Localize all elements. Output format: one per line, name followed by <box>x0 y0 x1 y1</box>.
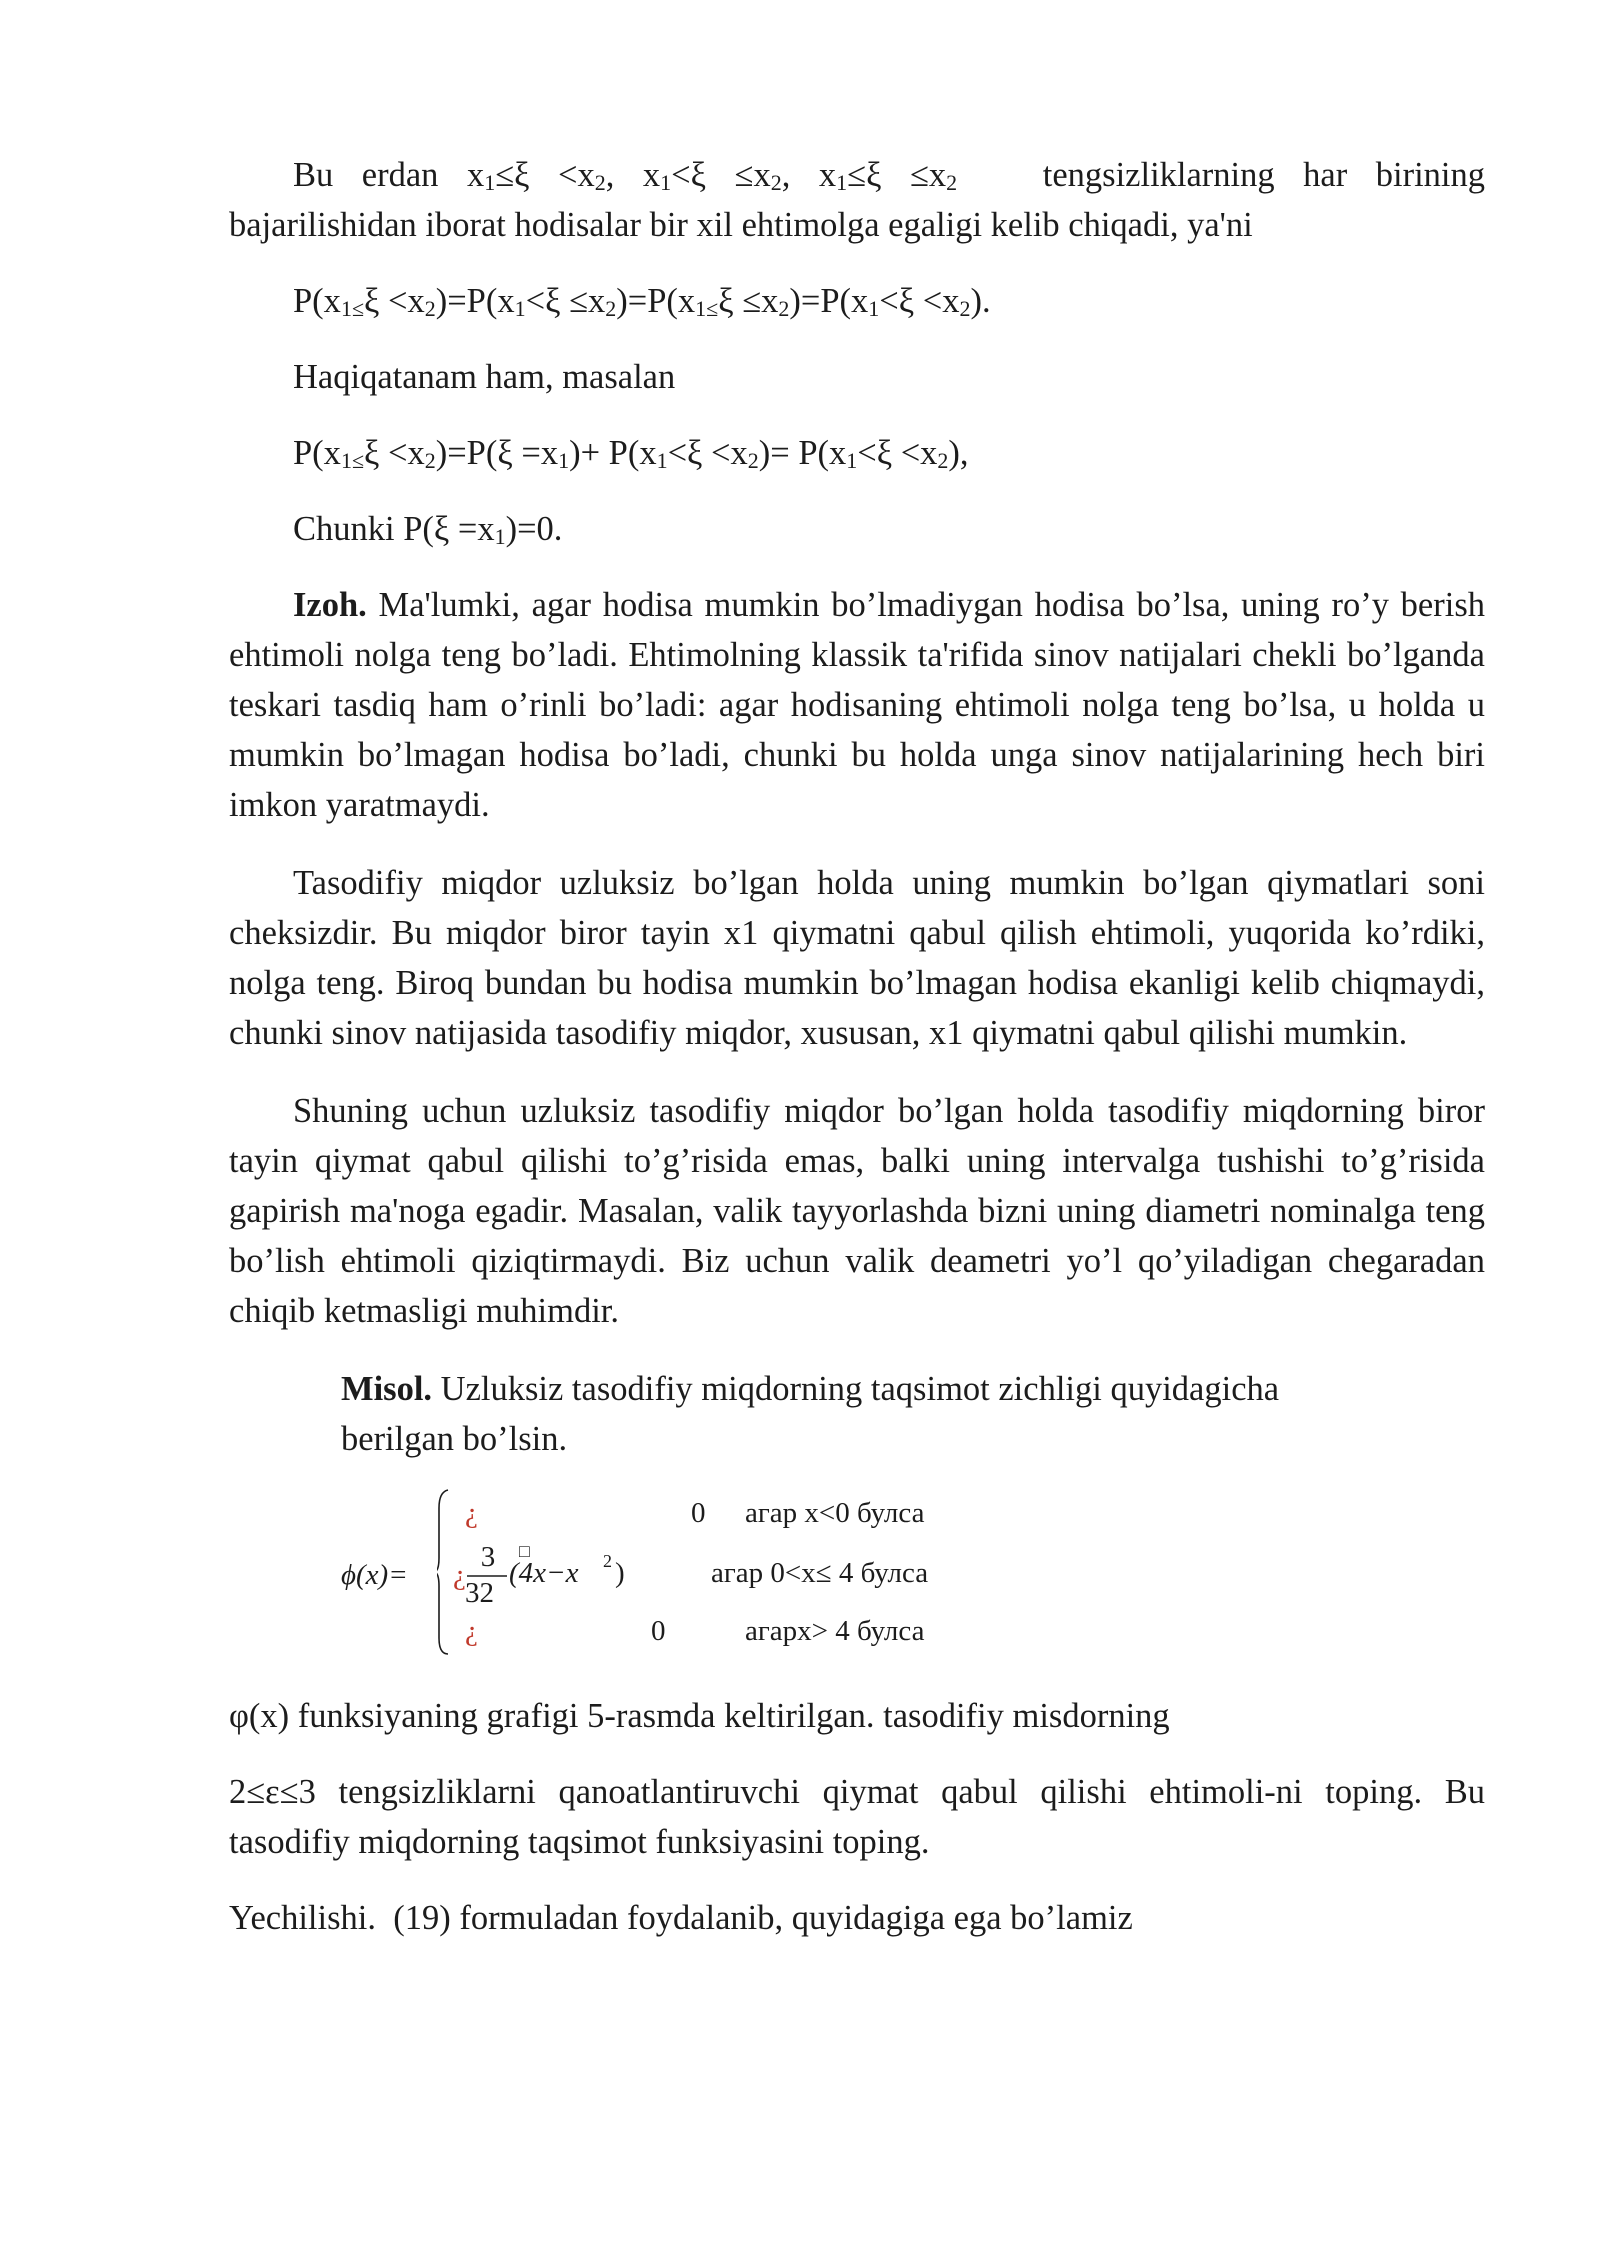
paragraph-haqiqatanam: Haqiqatanam ham, masalan <box>293 358 676 396</box>
piecewise-formula <box>341 1488 1485 1663</box>
left-brace-icon <box>437 1488 449 1656</box>
misol-label: Misol. <box>341 1370 433 1408</box>
fraction-numerator: 3 <box>480 1541 496 1573</box>
placeholder-mark-3: ¿ <box>465 1615 478 1647</box>
equation-2: $P(x_{1\le}\xi <x_2)=P(\xi =x_1)+ P(x_1<\xi <x_2)= P(x_1<\xi <x_2)$, <box>293 434 969 473</box>
equation-3: Chunki $P(\xi =x_1)=0$. <box>293 510 563 549</box>
case3-condition: агарx> 4 булса <box>745 1615 925 1647</box>
case1-value: 0 <box>691 1497 706 1529</box>
paragraph-misol: Misol. Uzluksiz tasodifiy miqdorning taqsimot zichligi quyidagicha berilgan bo’lsin. <box>341 1370 1280 1458</box>
document-page <box>229 150 1485 1943</box>
paragraph-intro-line2: bajarilishidan iborat hodisalar bir xil ehtimolga egaligi kelib chiqadi, ya'ni <box>229 206 1253 244</box>
paragraph-grafik: φ(x) funksiyaning grafigi 5-rasmda keltirilgan. tasodifiy misdorning <box>229 1697 1170 1735</box>
paren-close: ) <box>615 1557 625 1589</box>
equation-1: $P(x_{1\le}\xi <x_2)=P(x_1<\xi \le x_2)=P(x_{1\le}\xi \le x_2)=P(x_1<\xi <x_2)$. <box>293 282 991 321</box>
paragraph-shuning-uchun: Shuning uchun uzluksiz tasodifiy miqdor bo’lgan holda tasodifiy miqdorning biror tayin qiymat qabul qilishi to’g’risida emas, balki uning intervalga tushishi to’g’risida gapirish ma'noga egadir. Masalan, valik tayyorlashda bizni uning diametri nominalga teng bo’lish ehtimoli qiziqtirmaydi. Biz uchun valik deametri yo’l qo’yiladigan chegaradan chiqib ketmasligi muhimdir. <box>229 1092 1485 1330</box>
fraction-denominator: 32 <box>465 1577 494 1609</box>
paragraph-intro-line1: Bu erdan $x_1\le\xi <x_2$, $x_1<\xi \le x_2$, $x_1\le\xi \le x_2$ tengsizliklarning har birining <box>293 156 1485 195</box>
formula-lhs: ϕ(x)= <box>341 1559 408 1591</box>
paren-expression: (4x−x <box>509 1557 579 1589</box>
paragraph-tengsizlik: 2≤ε≤3 tengsizliklarni qanoatlantiruvchi qiymat qabul qilishi ehtimoli-ni toping. Bu tasodifiy miqdorning taqsimot funksiyasini toping. <box>229 1773 1485 1861</box>
box-glyph: □ <box>519 1541 530 1561</box>
placeholder-mark-1: ¿ <box>465 1497 478 1529</box>
paragraph-uzluksiz: Tasodifiy miqdor uzluksiz bo’lgan holda uning mumkin bo’lgan qiymatlari soni cheksizdir. Bu miqdor biror tayin x1 qiymatni qabul qilish ehtimoli, yuqorida ko’rdiki, nolga teng. Biroq bundan bu hodisa mumkin bo’lmagan hodisa ekanligi kelib chiqmaydi, chunki sinov natijasida tasodifiy miqdor, xususan, x1 qiymatni qabul qilishi mumkin. <box>229 864 1485 1052</box>
case1-condition: агар x<0 булса <box>745 1497 925 1529</box>
placeholder-mark-2: ¿ <box>453 1559 466 1591</box>
case3-value: 0 <box>651 1615 666 1647</box>
case2-condition: агар 0<x≤ 4 булса <box>711 1557 929 1589</box>
paragraph-yechilishi: Yechilishi. (19) formuladan foydalanib, quyidagiga ega bo’lamiz <box>229 1899 1133 1937</box>
paragraph-izoh: Izoh. Ma'lumki, agar hodisa mumkin bo’lmadiygan hodisa bo’lsa, uning ro’y berish ehtimoli nolga teng bo’ladi. Ehtimolning klassik ta'rifida sinov natijalari chekli bo’lganda teskari tasdiq ham o’rinli bo’ladi: agar hodisaning ehtimoli nolga teng bo’lsa, u holda u mumkin bo’lmagan hodisa bo’ladi, chunki bu holda unga sinov natijalarining hech biri imkon yaratmaydi. <box>229 586 1485 824</box>
izoh-label: Izoh. <box>293 586 367 624</box>
paren-exponent: 2 <box>603 1551 612 1571</box>
